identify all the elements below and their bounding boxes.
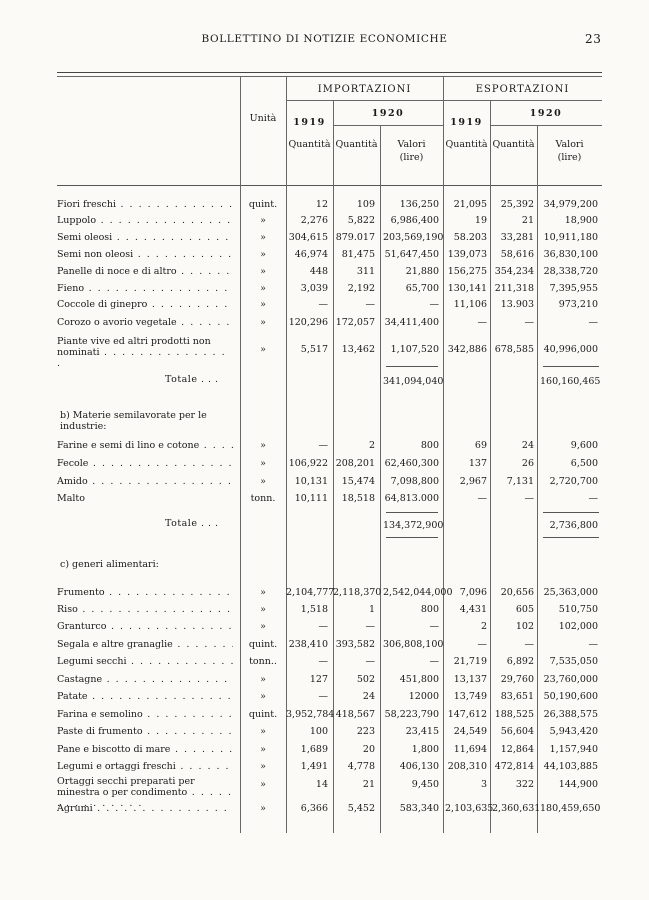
row-label: Granturco . . .: [57, 621, 233, 632]
row-label: Fieno . . .: [57, 283, 233, 294]
header-esportazioni: ESPORTAZIONI: [475, 84, 570, 95]
row-unit: »: [260, 440, 266, 451]
row-unit: »: [260, 344, 266, 355]
cell-imp-qty-1920: 13,462: [341, 344, 375, 355]
row-unit: tonn..: [249, 656, 277, 667]
cell-exp-qty-1920: 24: [521, 440, 534, 451]
cell-imp-qty-1919: 2,104,777: [286, 587, 335, 598]
cell-exp-qty-1919: 24,549: [453, 726, 487, 737]
cell-exp-value-1920: 9,600: [570, 440, 598, 451]
cell-imp-qty-1919: 100: [309, 726, 328, 737]
header-rule-imp-1920: [333, 125, 443, 126]
table-row: [0, 726, 649, 740]
cell-imp-qty-1920: 502: [356, 674, 375, 685]
cell-imp-value-1920: 12000: [408, 691, 439, 702]
cell-imp-qty-1920: 172,057: [335, 317, 375, 328]
cell-exp-value-1920: 25,363,000: [543, 587, 598, 598]
row-label: Paste di frumento . . .: [57, 726, 233, 737]
row-unit: »: [260, 621, 266, 632]
cell-imp-value-1920: 23,415: [405, 726, 439, 737]
header-exp-lire: (lire): [557, 152, 582, 163]
cell-exp-value-1920: 510,750: [558, 604, 598, 615]
cell-exp-qty-1919: 130,141: [447, 283, 487, 294]
cell-exp-qty-1920: 605: [515, 604, 534, 615]
row-label: Luppolo . . .: [57, 215, 233, 226]
cell-imp-qty-1919: 120,296: [288, 317, 328, 328]
cell-imp-qty-1919: —: [318, 621, 328, 632]
table-row: [0, 199, 649, 213]
cell-imp-value-1920: 62,460,300: [384, 458, 439, 469]
cell-exp-value-1920: 28,338,720: [543, 266, 598, 277]
row-label: Fecole . . .: [57, 458, 233, 469]
row-label: Segala e altre granaglie . . .: [57, 639, 233, 650]
table-row: [0, 639, 649, 653]
header-imp-valori: Valori: [397, 139, 426, 150]
row-unit: »: [260, 232, 266, 243]
cell-exp-value-1920: 6,500: [570, 458, 598, 469]
table-row: [0, 691, 649, 705]
cell-exp-qty-1920: 29,760: [500, 674, 534, 685]
cell-imp-value-1920: 58,223,790: [384, 709, 439, 720]
row-unit: »: [260, 266, 266, 277]
cell-exp-qty-1920: 33,281: [500, 232, 534, 243]
row-unit: »: [260, 587, 266, 598]
header-exp-valori: Valori: [555, 139, 584, 150]
cell-exp-qty-1920: 6,892: [506, 656, 534, 667]
cell-imp-qty-1920: 18,518: [341, 493, 375, 504]
row-unit: »: [260, 726, 266, 737]
section-title-c: c) generi alimentari:: [60, 559, 159, 570]
table-row: [0, 604, 649, 618]
cell-imp-qty-1920: 2,118,370: [333, 587, 382, 598]
cell-exp-qty-1920: 25,392: [500, 199, 534, 210]
cell-exp-qty-1920: 7,131: [506, 476, 534, 487]
table-row: [0, 709, 649, 723]
table-row: [0, 232, 649, 246]
cell-imp-qty-1920: 311: [356, 266, 375, 277]
cell-exp-value-1920: 50,190,600: [543, 691, 598, 702]
cell-imp-qty-1920: 5,452: [347, 803, 375, 814]
table-row: [0, 587, 649, 601]
cell-imp-qty-1920: 208,201: [335, 458, 375, 469]
cell-exp-value-1920: 180,459,650: [540, 803, 601, 814]
cell-exp-qty-1919: 2,967: [459, 476, 487, 487]
header-unita: Unità: [249, 113, 277, 124]
cell-imp-qty-1920: 879.017: [335, 232, 375, 243]
total-rule-exp: [543, 366, 599, 367]
page-number: 23: [585, 32, 602, 46]
total-rule-imp-bottom: [386, 537, 438, 538]
header-rule-groups: [286, 100, 602, 101]
row-unit: »: [260, 476, 266, 487]
total-rule-imp: [386, 512, 438, 513]
cell-exp-value-1920: 18,900: [564, 215, 598, 226]
cell-exp-value-1920: 7,535,050: [549, 656, 598, 667]
cell-imp-qty-1919: 46,974: [294, 249, 328, 260]
header-exp-year-1919: 1919: [450, 117, 483, 128]
cell-exp-qty-1919: 4,431: [459, 604, 487, 615]
bulletin-title: BOLLETTINO DI NOTIZIE ECONOMICHE: [201, 33, 448, 45]
cell-exp-qty-1920: 20,656: [500, 587, 534, 598]
cell-exp-qty-1919: 7,096: [459, 587, 487, 598]
cell-exp-qty-1919: 11,694: [453, 744, 487, 755]
cell-imp-value-1920: 1,107,520: [390, 344, 439, 355]
cell-imp-qty-1920: 21: [362, 779, 375, 790]
cell-exp-qty-1919: 69: [474, 440, 487, 451]
cell-exp-value-1920: 44,103,885: [543, 761, 598, 772]
cell-imp-value-1920: 1,800: [411, 744, 439, 755]
cell-imp-qty-1919: 10,111: [294, 493, 328, 504]
cell-imp-qty-1919: 1,689: [300, 744, 328, 755]
cell-exp-qty-1919: 13,137: [453, 674, 487, 685]
cell-exp-qty-1920: 188,525: [494, 709, 534, 720]
total-rule-exp: [543, 512, 599, 513]
cell-imp-qty-1920: 81,475: [341, 249, 375, 260]
cell-imp-qty-1919: 448: [309, 266, 328, 277]
cell-imp-qty-1920: 418,567: [335, 709, 375, 720]
row-unit: »: [260, 317, 266, 328]
page-header: [0, 33, 649, 47]
table-row: [0, 761, 649, 775]
cell-imp-qty-1920: —: [365, 656, 375, 667]
cell-imp-qty-1920: 223: [356, 726, 375, 737]
row-label: Panelle di noce e di altro . . .: [57, 266, 233, 277]
cell-imp-qty-1920: 15,474: [341, 476, 375, 487]
cell-exp-value-1920: —: [588, 317, 598, 328]
row-label: Castagne . . .: [57, 674, 233, 685]
cell-imp-value-1920: 406,130: [399, 761, 439, 772]
cell-exp-qty-1919: 137: [468, 458, 487, 469]
cell-imp-qty-1919: —: [318, 440, 328, 451]
cell-exp-value-1920: 973,210: [558, 299, 598, 310]
cell-exp-qty-1919: 58.203: [453, 232, 487, 243]
cell-imp-qty-1920: 2,192: [347, 283, 375, 294]
cell-imp-qty-1920: 109: [356, 199, 375, 210]
total-import-value: 341,094,040: [383, 376, 444, 387]
total-rule-exp-bottom: [543, 537, 599, 538]
cell-imp-value-1920: 34,411,400: [384, 317, 439, 328]
row-label: Riso . . .: [57, 604, 233, 615]
header-imp-lire: (lire): [399, 152, 424, 163]
cell-exp-value-1920: 34,979,200: [543, 199, 598, 210]
table-row: [0, 779, 649, 793]
cell-imp-value-1920: 451,800: [399, 674, 439, 685]
cell-exp-qty-1920: 678,585: [494, 344, 534, 355]
cell-imp-value-1920: 203,569,190: [383, 232, 444, 243]
cell-imp-value-1920: —: [429, 299, 439, 310]
cell-exp-qty-1919: 2,103,635: [445, 803, 494, 814]
cell-exp-value-1920: 26,388,575: [543, 709, 598, 720]
cell-exp-qty-1919: 19: [474, 215, 487, 226]
cell-imp-qty-1919: 2,276: [300, 215, 328, 226]
cell-exp-value-1920: 36,830,100: [543, 249, 598, 260]
cell-imp-qty-1919: 14: [315, 779, 328, 790]
row-unit: tonn.: [250, 493, 276, 504]
total-export-value: 160,160,465: [540, 376, 601, 387]
table-row: [0, 249, 649, 263]
total-label: Totale . . .: [165, 374, 219, 385]
cell-imp-qty-1919: 5,517: [300, 344, 328, 355]
total-import-value: 134,372,900: [383, 520, 444, 531]
row-unit: quint.: [248, 709, 278, 720]
header-imp-quantita-1920: Quantità: [335, 139, 378, 150]
table-row: [0, 621, 649, 635]
row-label: Coccole di ginepro . . .: [57, 299, 233, 310]
cell-imp-value-1920: 7,098,800: [390, 476, 439, 487]
row-label: Fiori freschi . . .: [57, 199, 233, 210]
cell-exp-qty-1919: 11,106: [453, 299, 487, 310]
row-unit: quint.: [248, 639, 278, 650]
cell-exp-value-1920: 5,943,420: [549, 726, 598, 737]
cell-exp-qty-1919: 3: [480, 779, 487, 790]
row-label: Corozo o avorio vegetale . . .: [57, 317, 233, 328]
row-label: Pane e biscotto di mare . . .: [57, 744, 233, 755]
row-unit: »: [260, 283, 266, 294]
cell-imp-qty-1919: —: [318, 656, 328, 667]
cell-exp-qty-1920: 322: [515, 779, 534, 790]
cell-exp-value-1920: 7,395,955: [549, 283, 598, 294]
row-unit: »: [260, 604, 266, 615]
table-row: [0, 744, 649, 758]
row-unit: quint.: [248, 199, 278, 210]
header-imp-year-1920: 1920: [371, 108, 405, 119]
table-row: [0, 458, 649, 472]
cell-exp-value-1920: 40,996,000: [543, 344, 598, 355]
row-unit: »: [260, 803, 266, 814]
cell-exp-qty-1919: 21,719: [453, 656, 487, 667]
cell-imp-qty-1920: 24: [362, 691, 375, 702]
row-unit: »: [260, 761, 266, 772]
cell-imp-value-1920: 65,700: [405, 283, 439, 294]
cell-exp-qty-1920: 211,318: [494, 283, 534, 294]
row-label: Farine e semi di lino e cotone . . .: [57, 440, 233, 451]
table-top-rule: [57, 72, 602, 73]
header-importazioni: IMPORTAZIONI: [317, 84, 412, 95]
cell-imp-qty-1919: 127: [309, 674, 328, 685]
row-label: Patate . . .: [57, 691, 233, 702]
cell-exp-qty-1919: 13,749: [453, 691, 487, 702]
header-imp-year-1919: 1919: [293, 117, 326, 128]
cell-exp-qty-1920: 354,234: [494, 266, 534, 277]
cell-imp-qty-1919: 10,131: [294, 476, 328, 487]
cell-exp-value-1920: 2,720,700: [549, 476, 598, 487]
cell-exp-qty-1919: 2: [480, 621, 487, 632]
cell-exp-qty-1920: 2,360,631: [492, 803, 541, 814]
cell-exp-qty-1919: 139,073: [447, 249, 487, 260]
row-label: Agrumi . . .: [57, 803, 233, 814]
cell-exp-qty-1919: —: [477, 317, 487, 328]
header-imp-quantita-1919: Quantità: [288, 139, 331, 150]
cell-exp-qty-1919: 156,275: [447, 266, 487, 277]
table-row: [0, 674, 649, 688]
cell-exp-qty-1920: 12,864: [500, 744, 534, 755]
table-row: [0, 317, 649, 331]
cell-imp-value-1920: —: [429, 621, 439, 632]
cell-imp-qty-1919: —: [318, 691, 328, 702]
table-row: [0, 299, 649, 313]
cell-exp-qty-1920: 102: [515, 621, 534, 632]
cell-imp-qty-1920: 1: [368, 604, 375, 615]
total-label: Totale . . .: [165, 518, 219, 529]
cell-exp-qty-1919: 342,886: [447, 344, 487, 355]
cell-imp-qty-1919: 1,491: [300, 761, 328, 772]
row-label: Amido . . .: [57, 476, 233, 487]
cell-imp-qty-1919: 304,615: [288, 232, 328, 243]
total-export-value: 2,736,800: [549, 520, 598, 531]
cell-imp-qty-1920: 393,582: [335, 639, 375, 650]
cell-imp-qty-1920: 2: [368, 440, 375, 451]
cell-exp-qty-1920: 21: [521, 215, 534, 226]
cell-exp-qty-1920: 83,651: [500, 691, 534, 702]
header-rule-exp-1920: [490, 125, 602, 126]
cell-exp-qty-1919: 21,095: [453, 199, 487, 210]
cell-exp-qty-1920: 58,616: [500, 249, 534, 260]
cell-imp-qty-1920: —: [365, 621, 375, 632]
row-label-multiline: Piante vive ed altri prodotti non nominati . . .: [57, 336, 233, 369]
cell-imp-value-1920: 51,647,450: [384, 249, 439, 260]
table-row: [0, 283, 649, 297]
cell-imp-qty-1920: —: [365, 299, 375, 310]
row-label: Semi oleosi . . .: [57, 232, 233, 243]
cell-imp-value-1920: 306,808,100: [383, 639, 444, 650]
row-unit: »: [260, 458, 266, 469]
table-row: [0, 476, 649, 490]
cell-imp-value-1920: 6,986,400: [390, 215, 439, 226]
cell-exp-value-1920: 144,900: [558, 779, 598, 790]
cell-imp-qty-1920: 20: [362, 744, 375, 755]
cell-exp-qty-1919: —: [477, 493, 487, 504]
table-row: [0, 266, 649, 280]
cell-imp-qty-1919: 3,039: [300, 283, 328, 294]
cell-imp-qty-1919: 106,922: [288, 458, 328, 469]
cell-imp-qty-1919: 6,366: [300, 803, 328, 814]
cell-exp-value-1920: —: [588, 639, 598, 650]
cell-exp-value-1920: 23,760,000: [543, 674, 598, 685]
cell-exp-qty-1920: 13.903: [500, 299, 534, 310]
cell-imp-value-1920: 64,813.000: [384, 493, 439, 504]
row-label: Malto: [57, 493, 85, 504]
row-unit: »: [260, 299, 266, 310]
row-unit: »: [260, 249, 266, 260]
cell-exp-qty-1919: —: [477, 639, 487, 650]
table-row: [0, 344, 649, 358]
cell-imp-qty-1919: 1,518: [300, 604, 328, 615]
cell-imp-value-1920: 9,450: [411, 779, 439, 790]
row-label-multiline: Ortaggi secchi preparati per minestra o per condimento . . .: [57, 776, 233, 809]
cell-exp-qty-1920: —: [524, 317, 534, 328]
cell-imp-value-1920: —: [429, 656, 439, 667]
table-row: [0, 803, 649, 817]
table-top-rule-inner: [57, 76, 602, 77]
cell-exp-value-1920: —: [588, 493, 598, 504]
cell-imp-value-1920: 21,880: [405, 266, 439, 277]
cell-imp-qty-1919: 3,952,784: [286, 709, 335, 720]
row-unit: »: [260, 744, 266, 755]
row-label: Farina e semolino . . .: [57, 709, 233, 720]
cell-imp-qty-1919: —: [318, 299, 328, 310]
row-unit: »: [260, 779, 266, 790]
cell-exp-value-1920: 102,000: [558, 621, 598, 632]
cell-imp-qty-1919: 238,410: [288, 639, 328, 650]
cell-exp-value-1920: 10,911,180: [543, 232, 598, 243]
total-rule-imp: [386, 366, 438, 367]
cell-exp-qty-1920: —: [524, 639, 534, 650]
cell-exp-qty-1920: 56,604: [500, 726, 534, 737]
cell-imp-value-1920: 583,340: [399, 803, 439, 814]
cell-exp-qty-1920: 472,814: [494, 761, 534, 772]
row-unit: »: [260, 674, 266, 685]
cell-imp-value-1920: 2,542,044,000: [383, 587, 453, 598]
cell-imp-qty-1920: 4,778: [347, 761, 375, 772]
row-unit: »: [260, 691, 266, 702]
cell-exp-qty-1920: —: [524, 493, 534, 504]
cell-imp-value-1920: 800: [420, 604, 439, 615]
row-unit: »: [260, 215, 266, 226]
header-exp-quantita-1919: Quantità: [445, 139, 488, 150]
header-exp-quantita-1920: Quantità: [492, 139, 535, 150]
cell-imp-value-1920: 800: [420, 440, 439, 451]
cell-exp-qty-1920: 26: [521, 458, 534, 469]
row-label: Semi non oleosi . . .: [57, 249, 233, 260]
row-label: Legumi e ortaggi freschi . . .: [57, 761, 233, 772]
cell-imp-qty-1920: 5,822: [347, 215, 375, 226]
cell-exp-qty-1919: 147,612: [447, 709, 487, 720]
row-label: Legumi secchi . . .: [57, 656, 233, 667]
cell-exp-qty-1919: 208,310: [447, 761, 487, 772]
cell-imp-qty-1919: 12: [315, 199, 328, 210]
table-header-bottom-rule: [57, 185, 602, 186]
table-row: [0, 493, 649, 507]
table-row: [0, 656, 649, 670]
section-title-b: b) Materie semilavorate per le industrie:: [60, 410, 207, 432]
row-label: Frumento . . .: [57, 587, 233, 598]
cell-exp-value-1920: 1,157,940: [549, 744, 598, 755]
cell-imp-value-1920: 136,250: [399, 199, 439, 210]
table-row: [0, 440, 649, 454]
header-exp-year-1920: 1920: [529, 108, 563, 119]
table-row: [0, 215, 649, 229]
